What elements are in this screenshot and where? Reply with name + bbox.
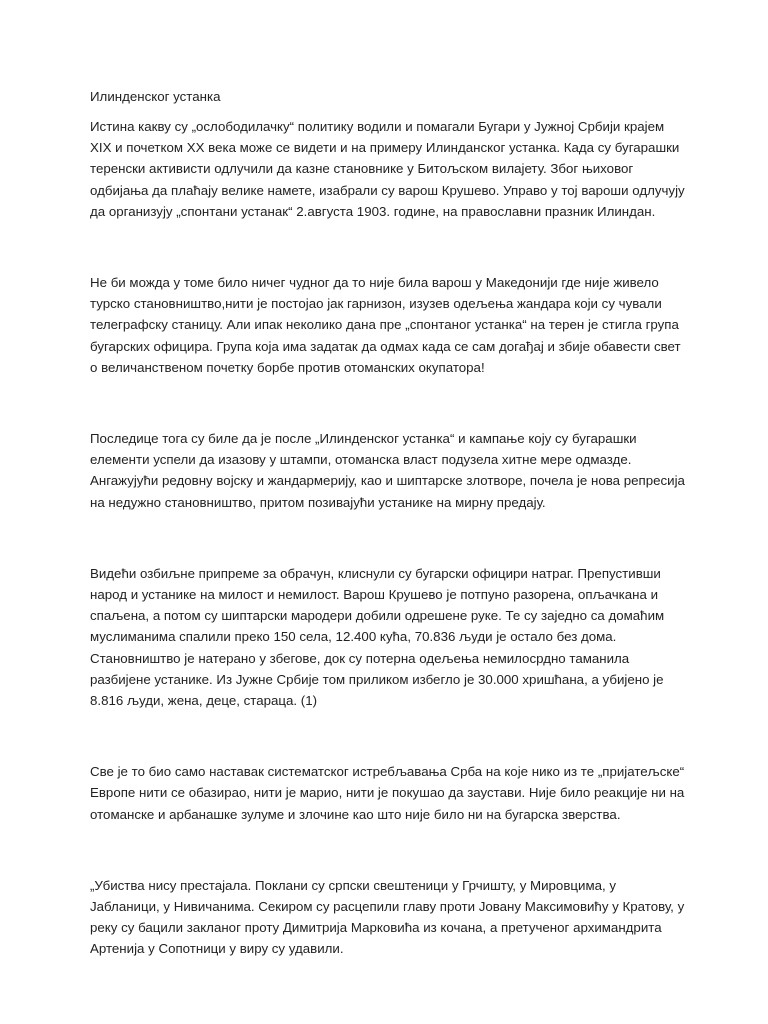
paragraph-4: Видећи озбиљне припреме за обрачун, клиснули су бугарски официри натраг. Препустивши народ и устанике на милост и немилост. Варош Крушево је потпуно разорена, опљачкана и спаљена, а потом су шиптарски мародери добили одрешене руке. Те су заједно са домаћим муслиманима спалили преко 150 села, 12.400 кућа, 70.836 људи је остало без дома. Становништво је натерано у збегове, док су потерна одељења немилосрдно таманила разбијене устанике. Из Јужне Србије том приликом избегло је 30.000 хришћана, а убијено је 8.816 људи, жена, деце, стараца. (1)	[90, 565, 665, 709]
paragraph-2: Не би можда у томе било ничег чудног да то није била варош у Македонији где није живело турско становништво,нити је постојао јак гарнизон, изузев одељења жандара који су чували телеграфску станицу. Али ипак неколико дана пре „спонтаног устанка“ на терен је стигла група бугарских официра. Група која има задатак да одмах када се сам догађај и збије обавести свет о величанственом почетку борбе против отоманских окупатора!	[90, 275, 681, 375]
paragraph-6: „Убиства нису престајала. Поклани су српски свештеници у Грчишту, у Мировцима, у Јабланици, у Нивичанима. Секиром су расцепили главу проти Јовану Максимовићу у Кратову, у реку су бацили закланог проту Димитрија Марковића из кочана, а претученог архимандрита Артенија у Сопотници у виру су удавили.	[90, 877, 685, 957]
paragraph-1: Истина какву су „ослободилачку“ политику водили и помагали Бугари у Јужној Србији крајем XIX и почетком XX века може се видети и на примеру Илинданског устанка. Када су бугарашки теренски активисти одлучили да казне становнике у Битољском вилајету. Због њиховог одбијања да плаћају велике намете, изабрали су варош Крушево. Управо у тој вароши одлучују да организују „спонтани устанак“ 2.августа 1903. године, на православни празник Илиндан.	[90, 119, 685, 219]
paragraph-5: Све је то био само наставак систематског истребљавања Срба на које нико из те „пријатељске“ Европе нити се обазирао, нити је марио, нити је покушао да заустави. Није било реакције ни на отоманске и арбанашке зулуме и злочине као што није било ни на бугарска зверства.	[90, 764, 685, 822]
paragraph-3: Последице тога су биле да је после „Илинденског устанка“ и кампање коју су бугарашки елементи успели да изазову у штампи, отоманска власт подузела хитне мере одмазде. Ангажујући редовну војску и жандармерију, као и шиптарске злотворе, почела је нова репресија на недужно становништво, притом позивајући устанике на мирну предају.	[90, 431, 685, 510]
document-title: Илинденског устанка	[90, 89, 221, 104]
